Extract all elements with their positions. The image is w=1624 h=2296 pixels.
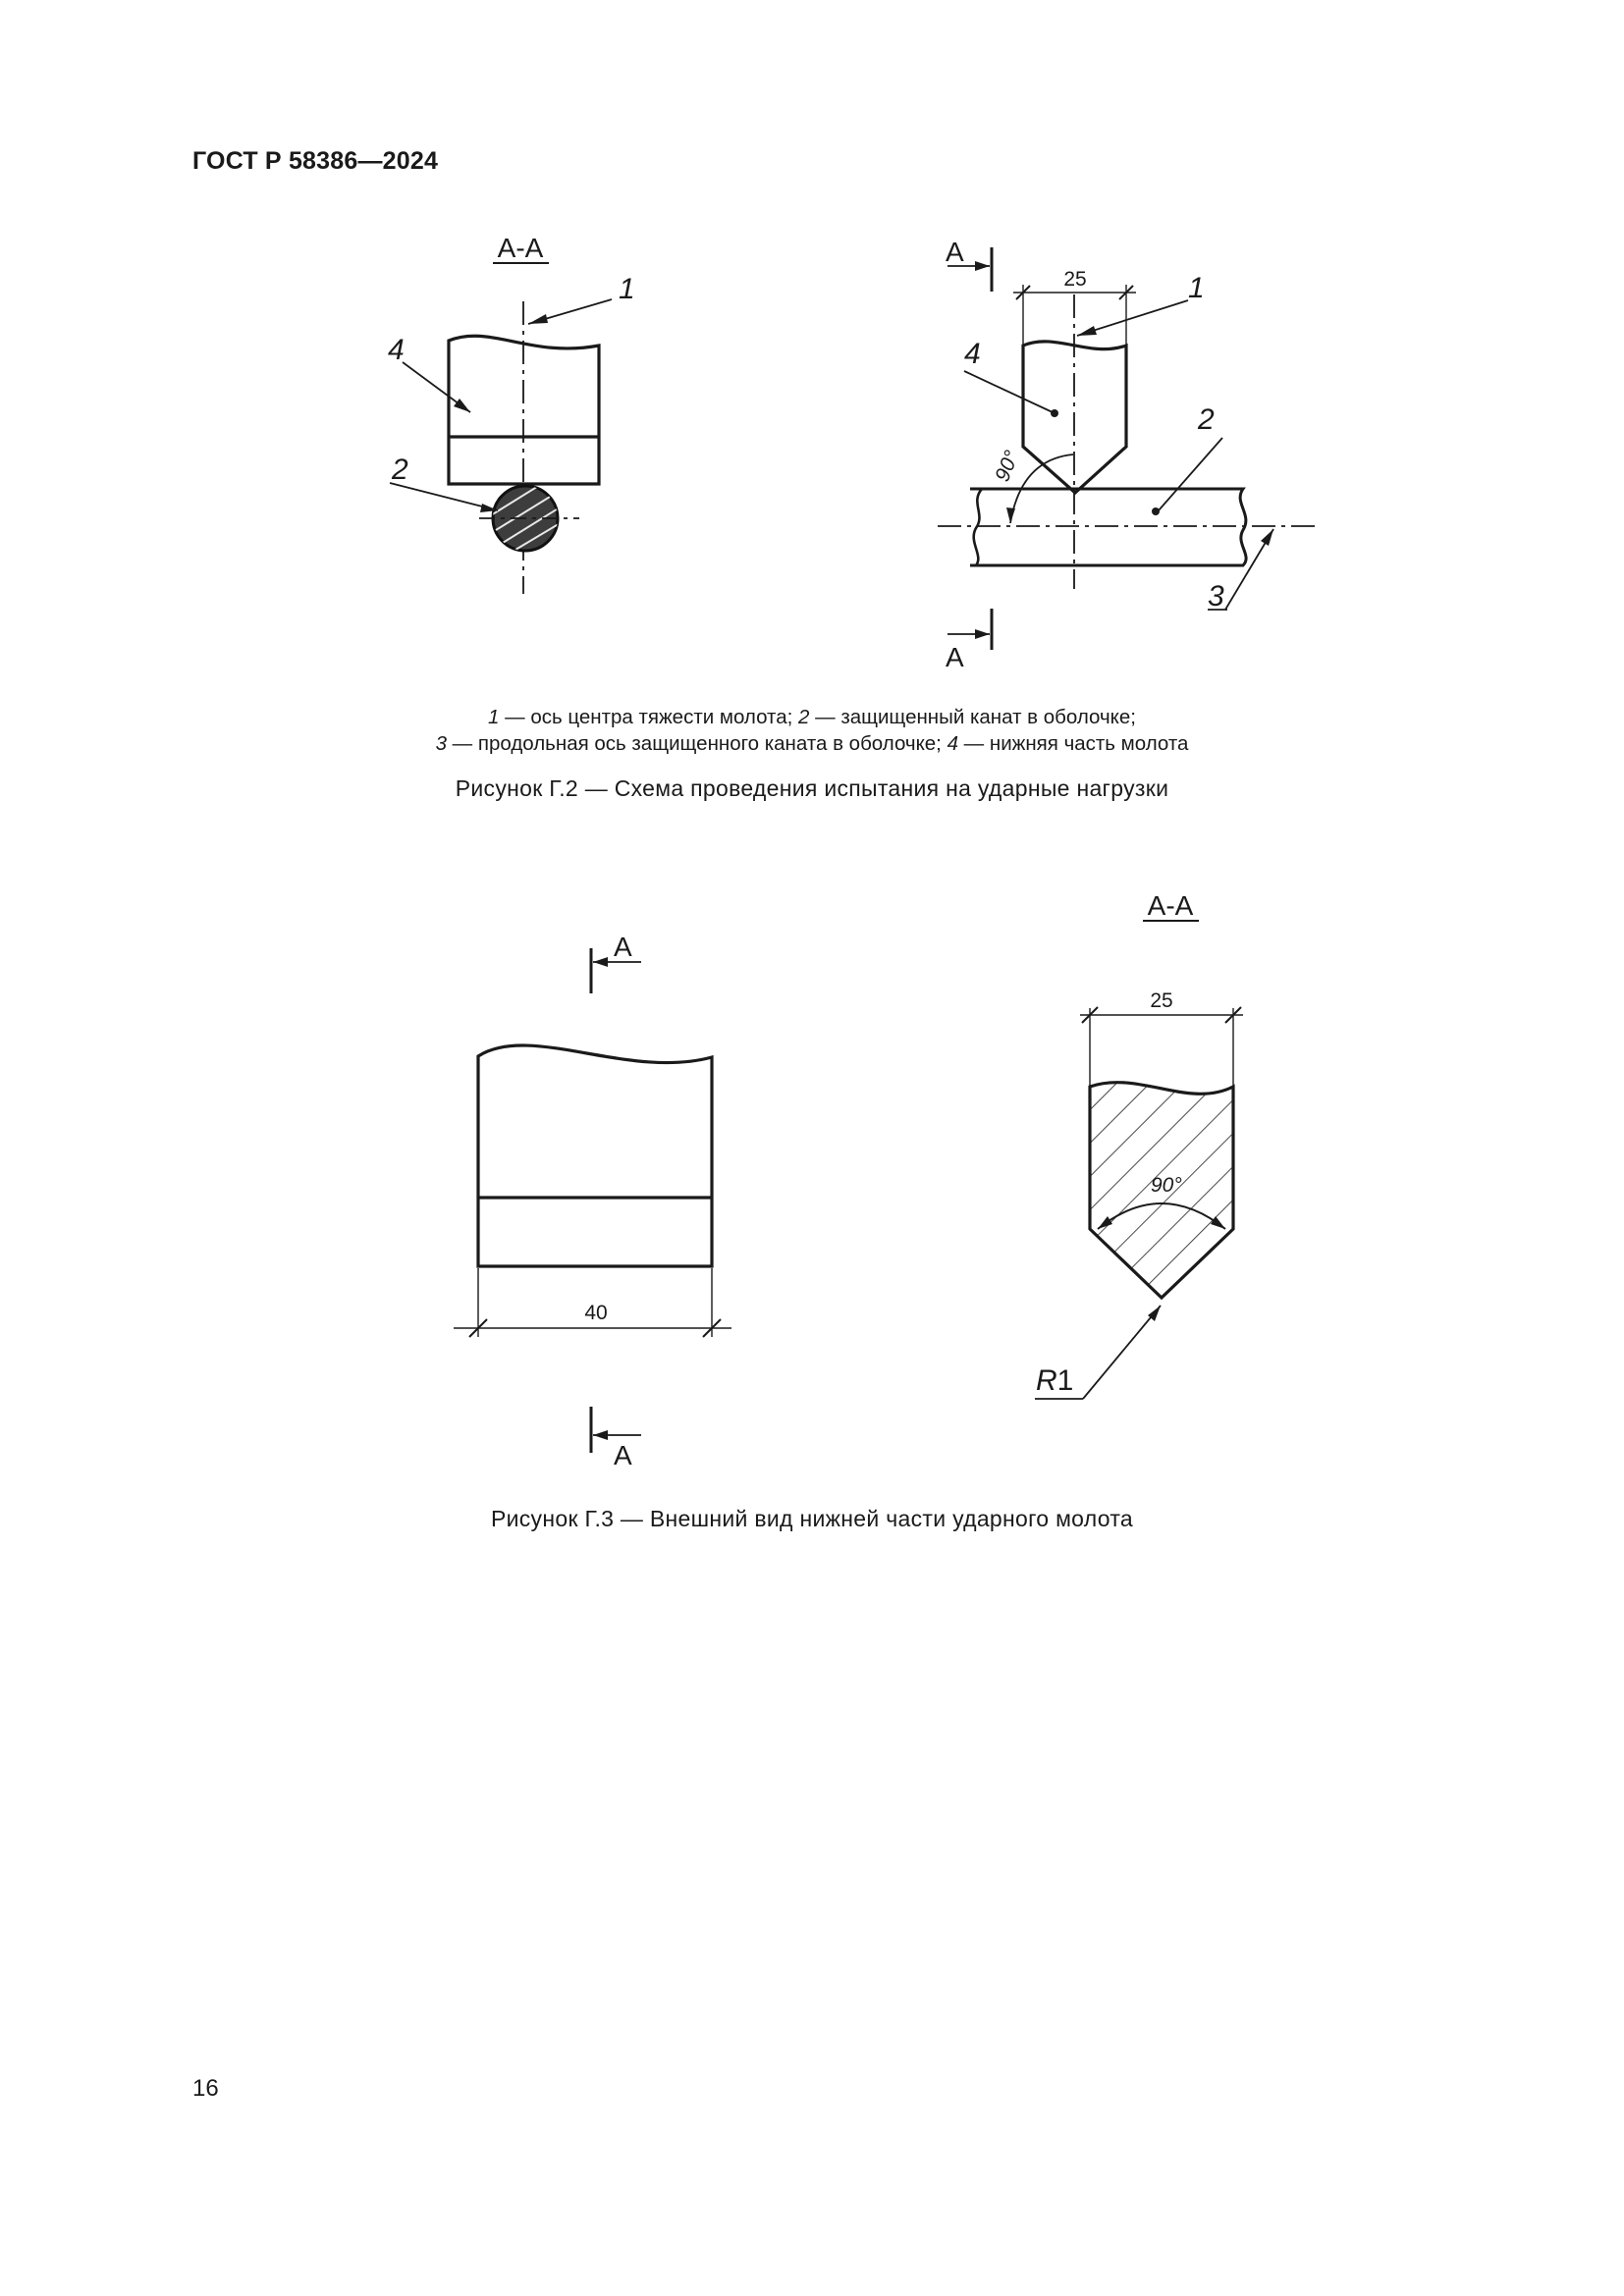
callout-1-right: 1	[1188, 272, 1205, 304]
hammer-front	[478, 1045, 712, 1266]
cut-mark-bottom: А	[946, 642, 964, 672]
dimension-25-g3: 25	[1150, 989, 1173, 1012]
figure-g3-caption: Рисунок Г.3 — Внешний вид нижней части ударного молота	[490, 1506, 1134, 1531]
document-code: ГОСТ Р 58386—2024	[192, 147, 439, 175]
callout-3: 3	[1208, 580, 1224, 613]
page-number: 16	[192, 2075, 219, 2102]
dimension-40: 40	[584, 1302, 608, 1324]
callout-2: 2	[392, 454, 408, 486]
callout-4-right: 4	[964, 338, 981, 370]
figure-g3-section-view	[1035, 890, 1243, 1399]
rope-side	[970, 489, 1246, 565]
figure-g3-front-view	[454, 932, 731, 1470]
cut-mark-top-g3: А	[614, 932, 632, 962]
cut-mark-top: А	[946, 237, 964, 267]
radius-label: R1	[1036, 1364, 1074, 1397]
section-label: А-А	[497, 233, 544, 263]
cut-mark-bottom-g3: А	[614, 1440, 632, 1470]
callout-1: 1	[619, 273, 635, 305]
callout-4: 4	[388, 334, 405, 366]
figure-g2-section-view	[388, 233, 635, 594]
legend-line-2: 3 — продольная ось защищенного каната в оболочке; 4 — нижняя часть молота	[435, 732, 1189, 755]
section-label-g3: А-А	[1147, 890, 1194, 921]
angle-90-g3: 90°	[1151, 1174, 1182, 1197]
dimension-25: 25	[1063, 268, 1087, 291]
callout-2-right: 2	[1198, 403, 1215, 436]
figure-g2-front-view	[938, 237, 1316, 672]
figure-g2-caption: Рисунок Г.2 — Схема проведения испытания на ударные нагрузки	[455, 775, 1169, 801]
legend-line-1: 1 — ось центра тяжести молота; 2 — защищенный канат в оболочке;	[488, 706, 1136, 728]
angle-90: 90°	[991, 447, 1024, 485]
